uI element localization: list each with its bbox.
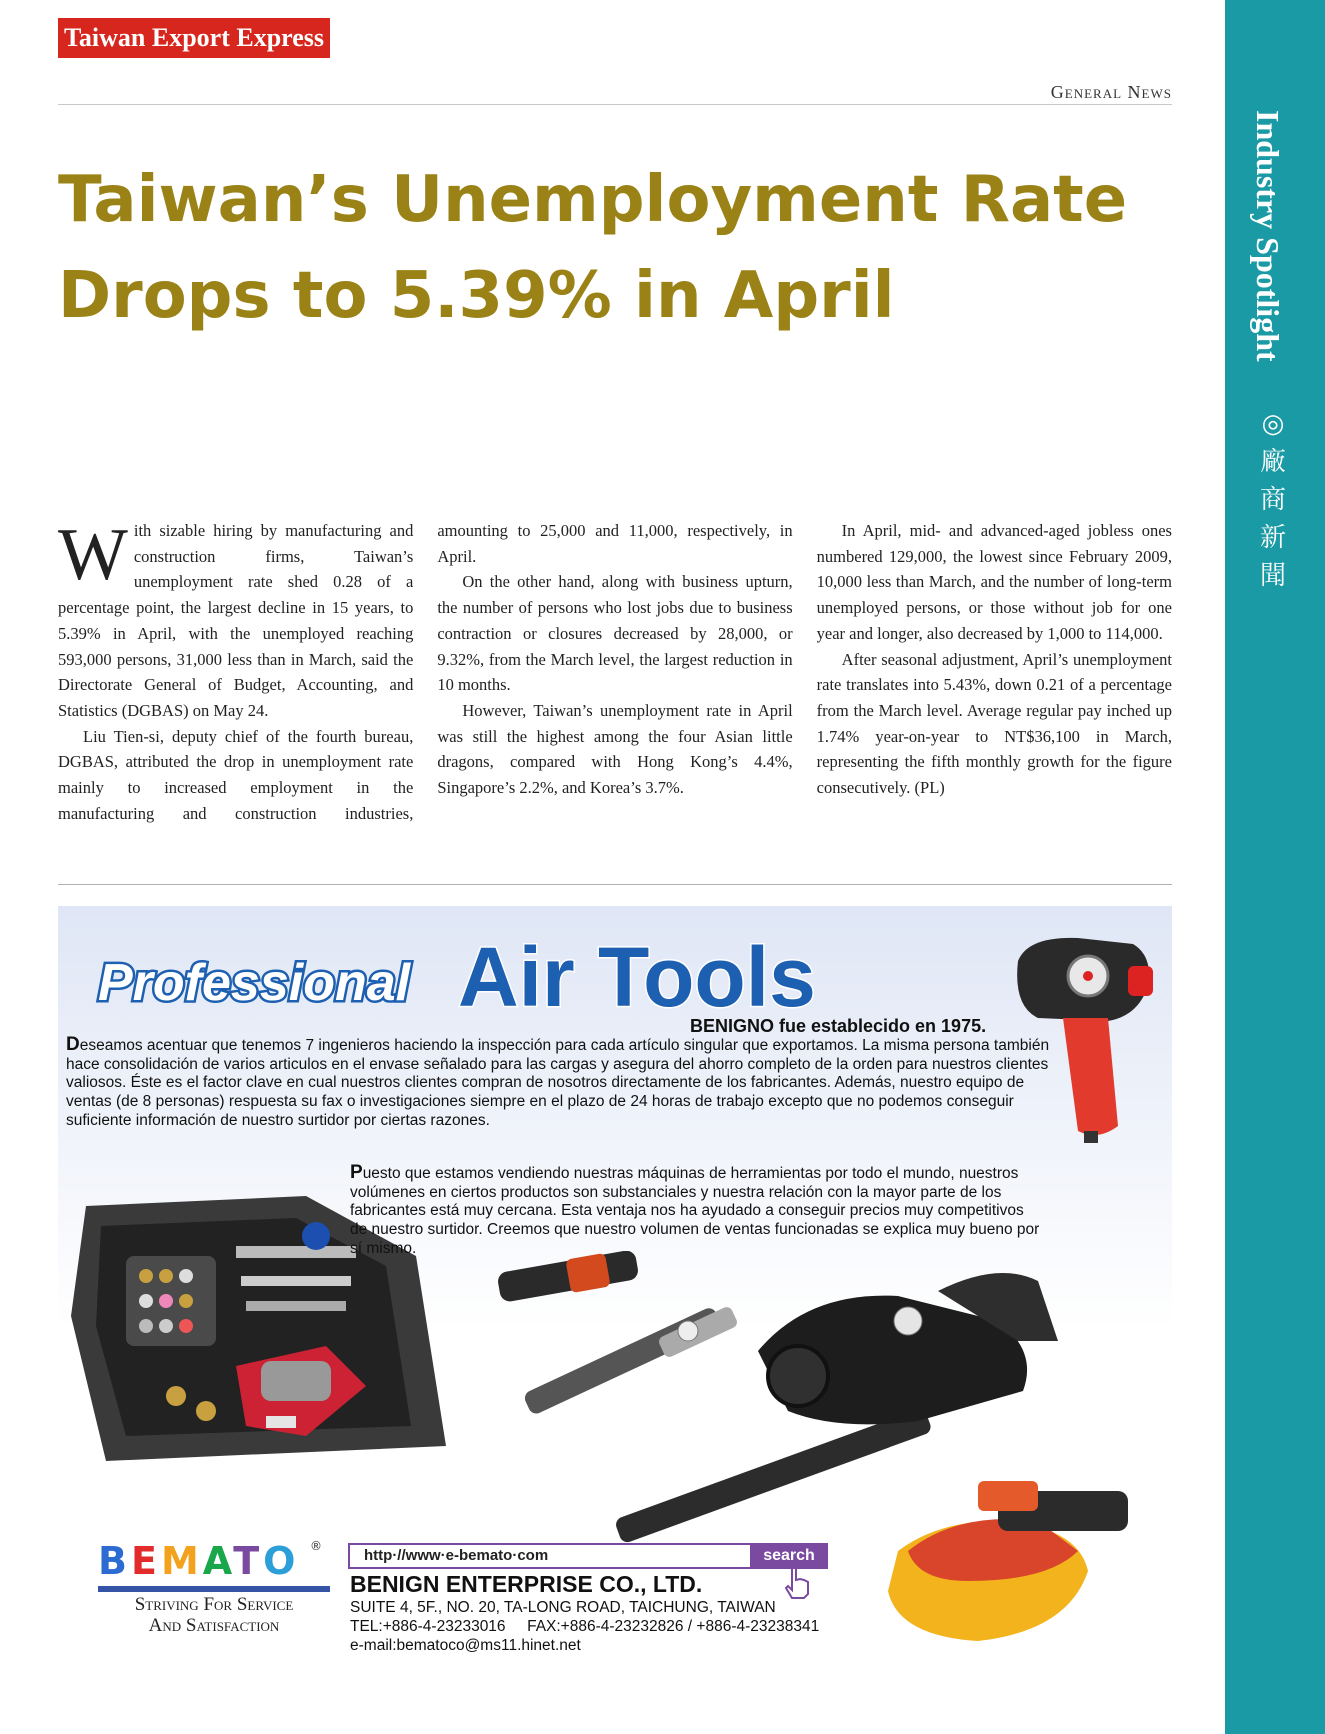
ad-title-professional: Professional — [98, 954, 411, 1012]
logo-registered-mark: ® — [310, 1539, 322, 1553]
company-address: SUITE 4, 5F., NO. 20, TA-LONG ROAD, TAICHUNG, TAIWAN — [350, 1599, 776, 1616]
logo-letter: M — [160, 1539, 203, 1581]
article-body — [58, 514, 1172, 858]
article-headline — [58, 152, 1188, 344]
slogan-line: And Satisfaction — [148, 1615, 280, 1636]
company-contact — [350, 1598, 819, 1655]
article-paragraph: After seasonal adjustment, April’s unemployment rate translates into 5.43%, down 0.21 of a percentage from the March level. Average regular pay inched up 1.74% year-on-year to NT$36,100 in March, representing the fifth monthly growth for the figure consecutively. (PL) — [816, 649, 1172, 798]
advertisement — [58, 906, 1172, 1676]
side-cjk-label — [1243, 405, 1303, 595]
drop-cap: W — [58, 514, 128, 596]
headline-line: Drops to 5.39% in April — [58, 259, 895, 333]
logo-text — [98, 1539, 299, 1581]
ad-paragraph — [350, 1164, 1040, 1259]
established-note: BENIGNO fue establecido en 1975. — [690, 1016, 987, 1036]
company-slogan — [96, 1594, 332, 1636]
ad-paragraph-text: eseamos acentuar que tenemos 7 ingenieros haciendo la inspección para cada artículo singular que exportamos. La misma persona también hace consolidación de varios articulos en el envase señalado para las cargas y asegura del ahorro completo de la orden para nuestros clientes valiosos. Éste es el factor clave en cual nuestros clientes compran de nosotros directamente de los fabricantes. Además, nuestro equipo de ventas (de 8 personas) respuesta su fax o investigaciones siempre en el plazo de 24 horas de trabajo excepto que no podemos conseguir suficiente información de nuestro surtidor por ciertas razones. — [66, 1037, 1050, 1129]
article-paragraph: On the other hand, along with business upturn, the number of persons who lost jobs due to business contraction or closures decreased by 28,000, or 9.32%, from the March level, the largest reduction in 10 months. — [437, 572, 793, 695]
headline-line: Taiwan’s Unemployment Rate — [58, 163, 1128, 237]
logo-letter: A — [202, 1539, 234, 1581]
article-paragraph: However, Taiwan’s unemployment rate in April was still the highest among the four Asian little dragons, compared with Hong Kong’s 4.4%, Singapore’s 2.2%, and Korea’s 3.7%. — [437, 700, 793, 798]
article-paragraph: Liu Tien-si, deputy chief of the fourth bureau, DGBAS, attributed the drop in unemployment rate mainly to increased employment in the manufacturing and construction industries, amounting to 25,000 and 11,000, respectively, in April. — [58, 521, 793, 823]
side-cjk-char: ◎ — [1261, 409, 1285, 439]
ad-paragraph — [66, 1036, 1066, 1131]
company-phone-fax: TEL:+886-4-23233016 FAX:+886-4-23232826 / +886-4-23238341 — [350, 1618, 820, 1635]
article-paragraph: In April, mid- and advanced-aged jobless ones numbered 129,000, the lowest since February 2009, 10,000 less than March, and the number of long-term unemployed persons, or those without job for one year and longer, also decreased by 1,000 to 114,000. — [816, 521, 1172, 643]
ad-initial: D — [66, 1034, 80, 1055]
side-cjk-char: 商 — [1259, 485, 1286, 515]
side-cjk-char: 聞 — [1259, 561, 1286, 591]
website-url[interactable]: http·//www·e-bemato·com — [348, 1543, 766, 1569]
company-name: BENIGN ENTERPRISE CO., LTD. — [350, 1571, 703, 1597]
paragraph-text: ith sizable hiring by manufacturing and construction firms, Taiwan’s unemployment rate shed 0.28 of a percentage point, the largest decline in 15 years, to 5.39% in April, with the unemployed reaching 593,000 persons, 31,000 less than in March, said the Directorate General of Budget, Accounting, and Statistics (DGBAS) on May 24. — [58, 521, 414, 720]
side-cjk-char: 廠 — [1259, 447, 1286, 477]
ad-headline — [88, 922, 988, 1022]
company-email: e-mail:bematoco@ms11.hinet.net — [350, 1637, 581, 1654]
slogan-line: Striving For Service — [134, 1594, 294, 1615]
logo-letter: B — [98, 1539, 131, 1581]
publication-tag: Taiwan Export Express — [58, 18, 330, 58]
article-paragraph — [58, 514, 414, 724]
logo-letter: E — [130, 1539, 161, 1581]
bemato-logo — [98, 1536, 328, 1581]
logo-letter: O — [263, 1539, 300, 1581]
ad-initial: P — [350, 1162, 363, 1183]
side-cjk-char: 新 — [1259, 523, 1286, 553]
side-section-title: Industry Spotlight — [1250, 110, 1286, 362]
ad-paragraph-text: uesto que estamos vendiendo nuestras máquinas de herramientas por todo el mundo, nuestros volúmenes en ciertos productos son substanciales y nuestra relación con la mayor parte de los fabricantes está muy cercana. Esta ventaja nos ha ayudado a conseguir precios muy competitivos de nuestro surtidor. Creemos que nuestro volumen de ventas funcionadas se explica muy bueno por sí mismo. — [350, 1165, 1040, 1257]
ad-title-air-tools: Air Tools — [458, 930, 816, 1022]
search-button[interactable]: search — [750, 1543, 828, 1569]
pointing-hand-icon — [780, 1566, 812, 1600]
section-divider — [58, 884, 1172, 885]
logo-underline — [98, 1586, 330, 1592]
logo-letter: T — [233, 1539, 264, 1581]
header-rule — [58, 104, 1172, 105]
section-label: General News — [1050, 82, 1172, 102]
